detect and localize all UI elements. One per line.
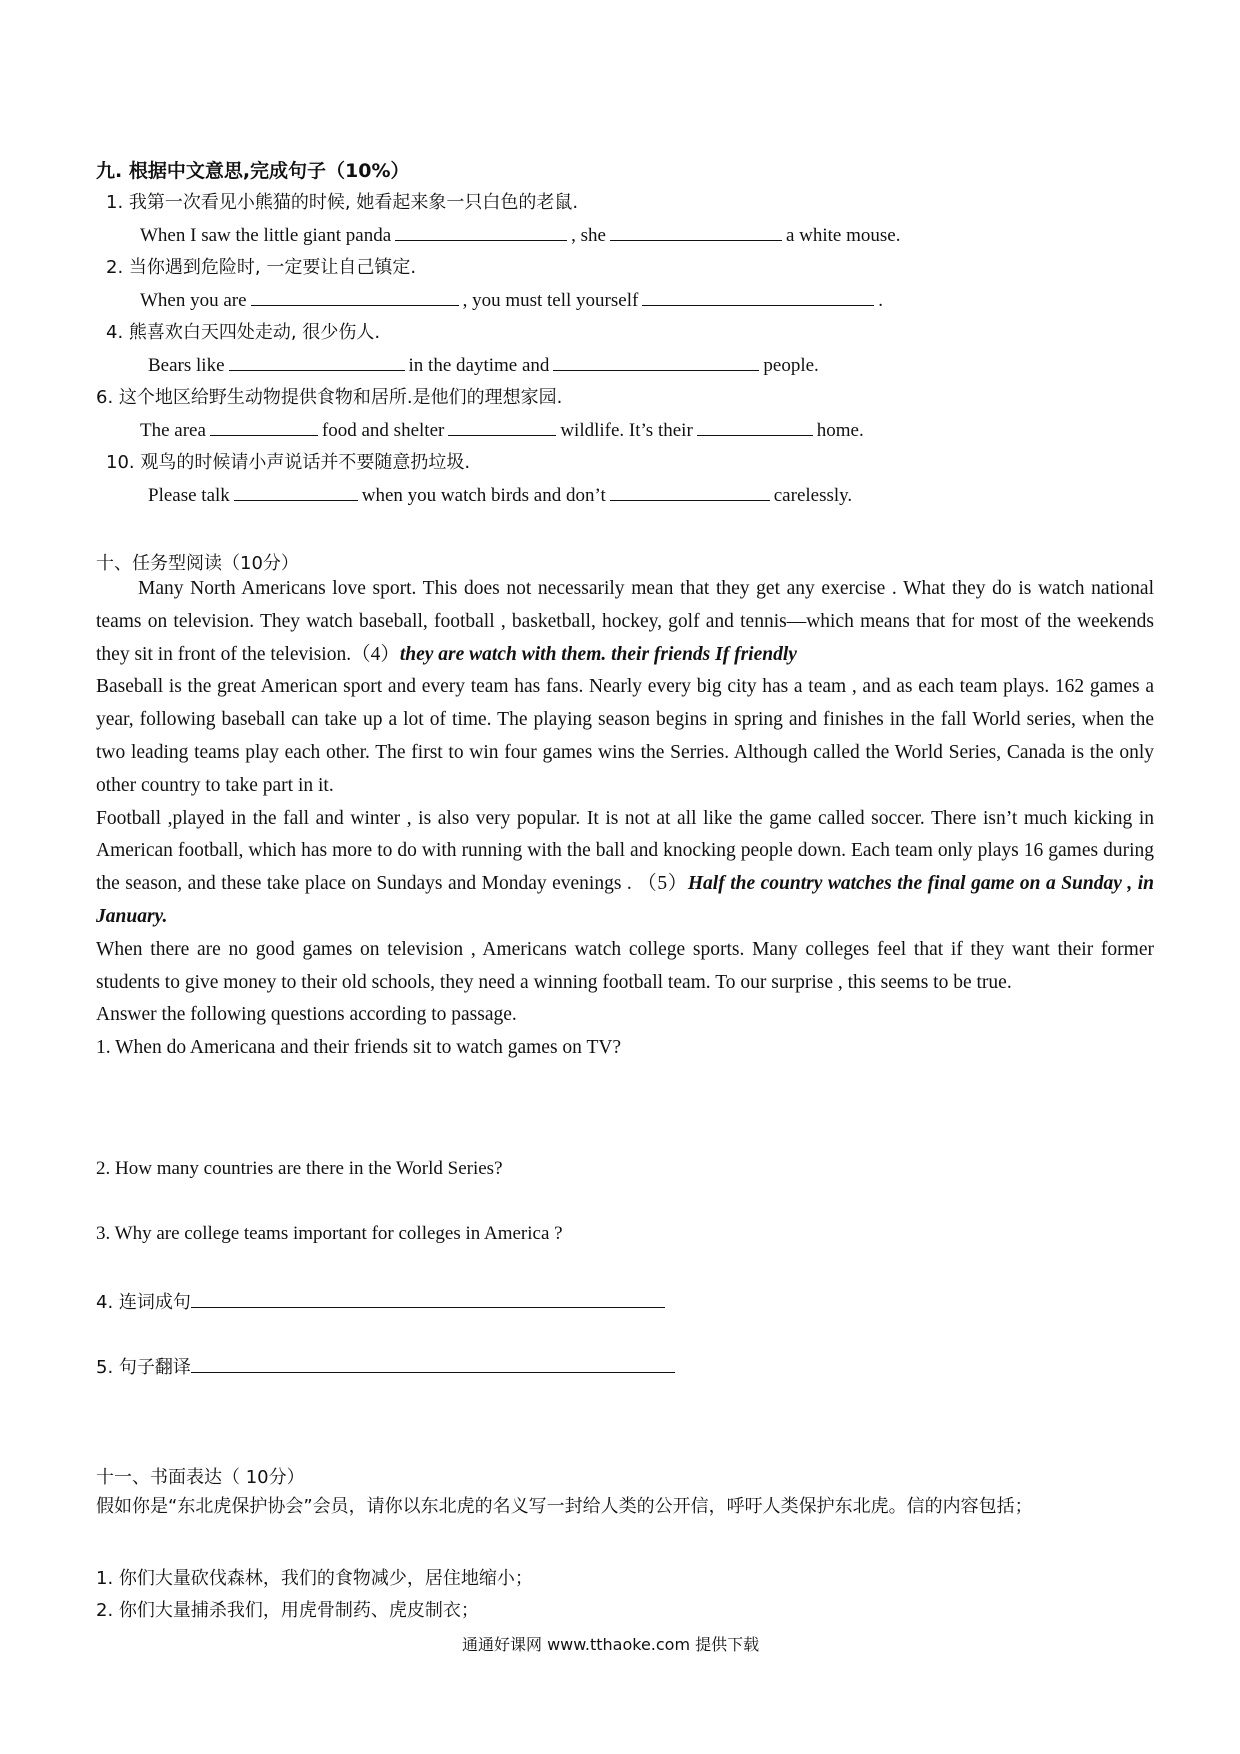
question-1: 1. When do Americana and their friends sit to watch games on TV? bbox=[96, 1037, 622, 1059]
answer-blank[interactable] bbox=[448, 417, 556, 436]
answer-line[interactable] bbox=[191, 1287, 665, 1308]
s9-item4-en: Bears like in the daytime and people. bbox=[148, 352, 819, 378]
s9-item1-zh: 1. 我第一次看见小熊猫的时候, 她看起来象一只白色的老鼠. bbox=[106, 192, 579, 213]
passage-paragraph-2: Baseball is the great American sport and every team has fans. Nearly every big city has a team , and as each team plays. 162 games a year, following baseball can take up a lot of time. The playing season begins in spring and finishes in the fall World series, when the two leading teams play each other. The first to win four games wins the Serries. Although called the World Series, Canada is the only other country to take part in it. bbox=[96, 676, 1154, 796]
section9-heading: 九. 根据中文意思,完成句子（10%） bbox=[96, 160, 410, 182]
answer-instruction: Answer the following questions according to passage. bbox=[96, 1004, 517, 1026]
s9-item10-zh: 10. 观鸟的时候请小声说话并不要随意扔垃圾. bbox=[106, 452, 471, 473]
answer-blank[interactable] bbox=[229, 352, 405, 371]
s9-item4-zh: 4. 熊喜欢白天四处走动, 很少伤人. bbox=[106, 322, 381, 343]
passage-paragraph-1: Many North Americans love sport. This does not necessarily mean that they get any exercise . What they do is watch national teams on television. They watch baseball, football , basketball, hockey, golf and tennis—which means that for most of the weekends they sit in front of the television.（4）they are watch with them. their friends If friendly bbox=[96, 578, 1154, 665]
s9-item1-en: When I saw the little giant panda , she a white mouse. bbox=[140, 222, 900, 248]
translate-sentence-5: Half the country watches the final game on a Sunday , in January. bbox=[96, 873, 1154, 927]
answer-blank[interactable] bbox=[251, 287, 459, 306]
question-3: 3. Why are college teams important for colleges in America ? bbox=[96, 1223, 563, 1244]
reading-passage bbox=[96, 573, 1154, 1065]
answer-blank[interactable] bbox=[234, 482, 358, 501]
answer-blank[interactable] bbox=[610, 222, 782, 241]
answer-blank[interactable] bbox=[395, 222, 567, 241]
writing-prompt: 假如你是“东北虎保护协会”会员，请你以东北虎的名义写一封给人类的公开信，呼吁人类保护东北虎。信的内容包括； bbox=[96, 1496, 1033, 1517]
s9-item6-zh: 6. 这个地区给野生动物提供食物和居所.是他们的理想家园. bbox=[96, 387, 563, 408]
passage-paragraph-4: When there are no good games on television , Americans watch college sports. Many colleges feel that if they want their former students to give money to their old schools, they need a winning football team. To our surprise , this seems to be true. bbox=[96, 938, 1154, 993]
s9-item6-en: The area food and shelter wildlife. It’s their home. bbox=[140, 417, 864, 443]
sentence-scramble-4: they are watch with them. their friends If friendly bbox=[399, 643, 797, 665]
writing-point-2: 2. 你们大量捕杀我们，用虎骨制药、虎皮制衣； bbox=[96, 1600, 479, 1621]
question-2: 2. How many countries are there in the World Series? bbox=[96, 1158, 503, 1179]
answer-blank[interactable] bbox=[642, 287, 874, 306]
s9-item2-en: When you are , you must tell yourself . bbox=[140, 287, 883, 313]
answer-blank[interactable] bbox=[697, 417, 813, 436]
question-5: 5. 句子翻译 bbox=[96, 1352, 675, 1379]
s9-item10-en: Please talk when you watch birds and don’t carelessly. bbox=[148, 482, 852, 508]
section10-heading: 十、任务型阅读（10分） bbox=[96, 553, 299, 574]
answer-line[interactable] bbox=[191, 1352, 675, 1373]
answer-blank[interactable] bbox=[553, 352, 759, 371]
s9-item2-zh: 2. 当你遇到危险时, 一定要让自己镇定. bbox=[106, 257, 417, 278]
answer-blank[interactable] bbox=[210, 417, 318, 436]
answer-blank[interactable] bbox=[610, 482, 770, 501]
passage-paragraph-3: Football ,played in the fall and winter , is also very popular. It is not at all like the game called soccer. There isn’t much kicking in American football, which has more to do with running with the ball and knocking people down. Each team only plays 16 games during the season, and these take place on Sundays and Monday evenings . （5）Half the country watches the final game on a Sunday , in January. bbox=[96, 807, 1154, 927]
question-4: 4. 连词成句 bbox=[96, 1287, 665, 1314]
writing-point-1: 1. 你们大量砍伐森林，我们的食物减少，居住地缩小； bbox=[96, 1568, 533, 1589]
section11-heading: 十一、书面表达（ 10分） bbox=[96, 1467, 305, 1488]
page-footer: 通通好课网 www.tthaoke.com 提供下载 bbox=[462, 1635, 760, 1654]
